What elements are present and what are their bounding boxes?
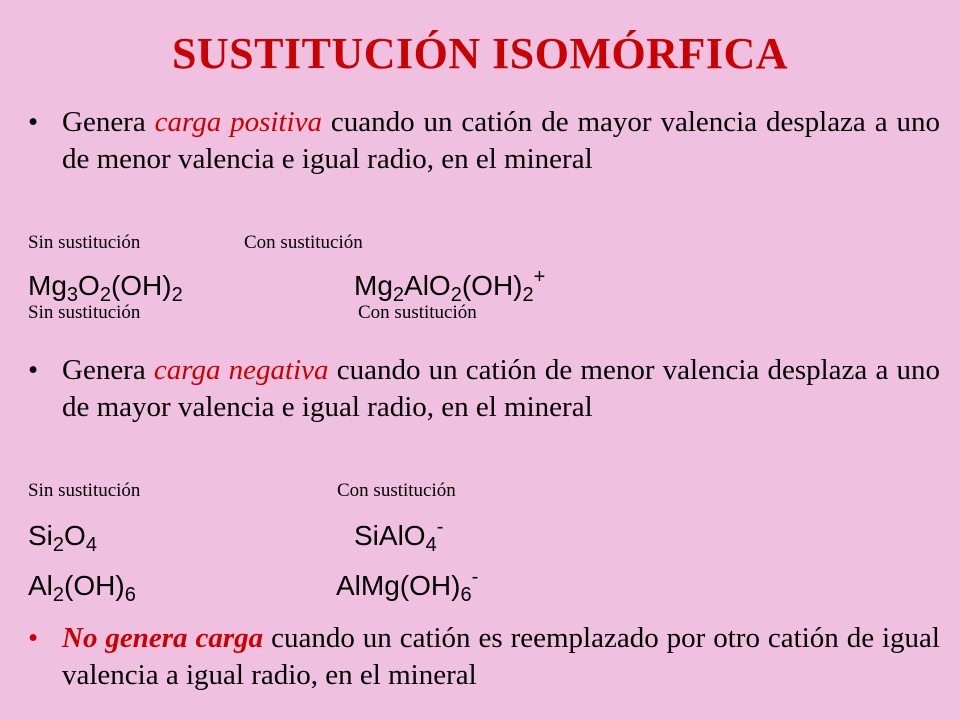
emphasis-carga-negativa: carga negativa xyxy=(153,354,329,386)
bullet-negative-charge xyxy=(28,352,940,426)
emphasis-no-genera-carga: No genera carga xyxy=(62,622,264,654)
formula-almgoh6-minus: $AlMg(OH)_6^-$ xyxy=(336,566,479,606)
slide-title: SUSTITUCIÓN ISOMÓRFICA xyxy=(171,29,789,78)
bullet-text-post: cuando un catión de mayor valencia desplaza a uno de menor valencia e igual radio, en el mineral xyxy=(62,106,940,175)
bullet-text xyxy=(62,352,940,426)
formula-al2oh6: $Al_2(OH)_6$ xyxy=(28,570,136,606)
formula-mg3o2oh2: $Mg_3O_2(OH)_2$ xyxy=(28,270,183,306)
label-con-sustitucion-3: Con sustitución xyxy=(337,480,456,501)
formula-mg2alo2oh2-plus: $Mg_2AlO_2(OH)_2^+$ xyxy=(354,266,546,306)
bullet-text-pre: Genera xyxy=(62,354,154,386)
bullet-dot: • xyxy=(28,354,39,386)
bullet-no-charge xyxy=(28,620,940,694)
bullet-dot: • xyxy=(28,106,39,138)
bullet-text xyxy=(62,620,940,694)
label-con-sustitucion-2: Con sustitución xyxy=(358,302,477,323)
bullet-text-post: cuando un catión es reemplazado por otro catión de igual valencia a igual radio, en el mineral xyxy=(62,622,940,691)
label-sin-sustitucion: Sin sustitución xyxy=(28,232,141,253)
bullet-dot: • xyxy=(28,622,39,654)
label-sin-sustitucion-3: Sin sustitución xyxy=(28,480,141,501)
label-sin-sustitucion-2: Sin sustitución xyxy=(28,302,141,323)
bullet-positive-charge xyxy=(28,104,940,178)
formula-si2o4: $Si_2O_4$ xyxy=(28,520,97,556)
bullet-text-post: cuando un catión de menor valencia desplaza a uno de mayor valencia e igual radio, en el mineral xyxy=(62,354,941,423)
bullet-text xyxy=(62,104,940,178)
emphasis-carga-positiva: carga positiva xyxy=(154,106,322,138)
bullet-text-pre: Genera xyxy=(62,106,155,138)
label-con-sustitucion: Con sustitución xyxy=(244,232,363,253)
formula-sialo4-minus: SiAlO$_4$- xyxy=(354,516,444,556)
